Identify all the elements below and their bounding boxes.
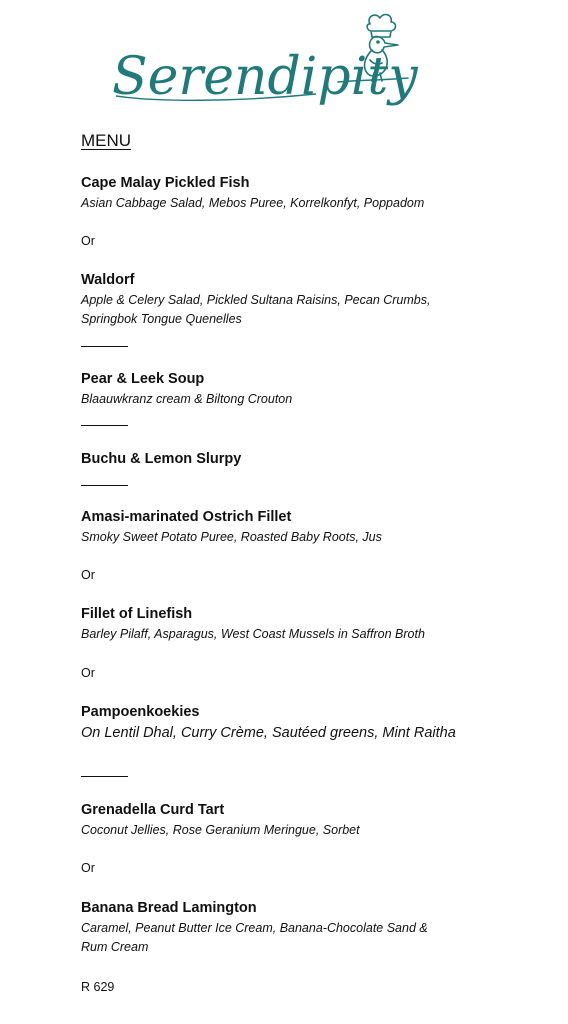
course-title: Amasi-marinated Ostrich Fillet: [81, 509, 292, 525]
chef-bird-logo-icon: [108, 10, 418, 122]
course-title: Pear & Leek Soup: [81, 371, 205, 387]
menu-price: R 629: [81, 980, 115, 994]
course-title: Waldorf: [81, 272, 135, 288]
serendipity-logo: [108, 10, 418, 122]
course-description: Springbok Tongue Quenelles: [81, 312, 242, 326]
course-divider: [81, 425, 128, 426]
course-title: Cape Malay Pickled Fish: [81, 175, 250, 191]
course-description: On Lentil Dhal, Curry Crème, Sautéed greens, Mint Raitha: [81, 725, 456, 741]
course-description: Blaauwkranz cream & Biltong Crouton: [81, 392, 293, 406]
course-divider: [81, 776, 128, 777]
or-separator: Or: [81, 861, 95, 875]
course-title: Grenadella Curd Tart: [81, 802, 225, 818]
or-separator: Or: [81, 568, 95, 582]
course-title: Fillet of Linefish: [81, 606, 193, 622]
course-description: Rum Cream: [81, 940, 149, 954]
course-description: Apple & Celery Salad, Pickled Sultana Raisins, Pecan Crumbs,: [81, 293, 431, 307]
course-description: Smoky Sweet Potato Puree, Roasted Baby Roots, Jus: [81, 530, 382, 544]
course-title: Pampoenkoekies: [81, 704, 200, 720]
logo-wordmark: Serendipity: [112, 47, 418, 107]
menu-heading: MENU: [81, 131, 132, 150]
course-description: Asian Cabbage Salad, Mebos Puree, Korrelkonfyt, Poppadom: [81, 196, 425, 210]
course-divider: [81, 346, 128, 347]
course-description: Barley Pilaff, Asparagus, West Coast Mussels in Saffron Broth: [81, 627, 425, 641]
or-separator: Or: [81, 666, 95, 680]
course-description: Caramel, Peanut Butter Ice Cream, Banana-Chocolate Sand &: [81, 921, 428, 935]
course-title: Banana Bread Lamington: [81, 900, 257, 916]
or-separator: Or: [81, 234, 95, 248]
course-divider: [81, 485, 128, 486]
course-title: Buchu & Lemon Slurpy: [81, 451, 242, 467]
course-description: Coconut Jellies, Rose Geranium Meringue, Sorbet: [81, 823, 360, 837]
